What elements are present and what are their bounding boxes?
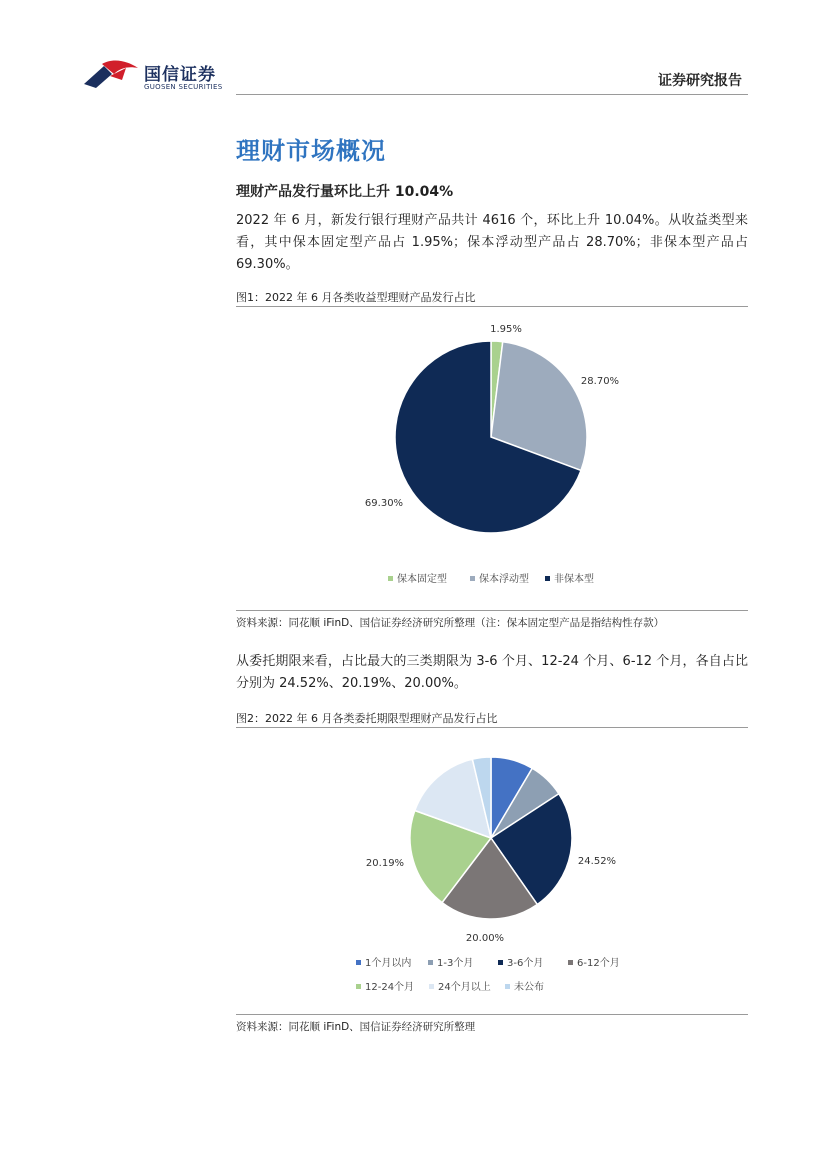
- pie2-legend-label-4: 6-12个月: [577, 958, 620, 969]
- pie2-data-label-3: 24.52%: [577, 856, 617, 867]
- figure-2-pie-chart: [236, 732, 748, 1010]
- pie2-legend-marker-7: [505, 984, 510, 989]
- figure-1-title: 图1：2022 年 6 月各类收益型理财产品发行占比: [236, 291, 476, 304]
- pie2-legend-marker-6: [429, 984, 434, 989]
- figure-2-title: 图2：2022 年 6 月各类委托期限型理财产品发行占比: [236, 712, 498, 725]
- pie1-data-label-1: 1.95%: [490, 324, 522, 335]
- pie1-data-label-3: 69.30%: [364, 498, 404, 509]
- pie1-legend-marker-1: [388, 576, 393, 581]
- header: [0, 0, 827, 100]
- paragraph-2: 从委托期限来看，占比最大的三类期限为 3-6 个月、12-24 个月、6-12 个月，各自占比分别为 24.52%、20.19%、20.00%。: [236, 654, 748, 691]
- pie1-legend-label-1: 保本固定型: [397, 574, 447, 585]
- section-title: 理财市场概况: [236, 137, 386, 165]
- logo-en-text: GUOSEN SECURITIES: [144, 83, 223, 91]
- pie2-legend-label-2: 1-3个月: [437, 958, 474, 969]
- pie2-legend-marker-1: [356, 960, 361, 965]
- report-type: 证券研究报告: [658, 73, 742, 89]
- guosen-logo-icon: [82, 58, 140, 92]
- section-subtitle: 理财产品发行量环比上升 10.04%: [236, 184, 454, 200]
- pie2-legend-label-1: 1个月以内: [365, 958, 412, 969]
- pie2-legend-label-6: 24个月以上: [438, 982, 491, 993]
- figure-2-bottom-rule: [236, 1014, 748, 1015]
- figure-1-source: 资料来源：同花顺 iFinD、国信证券经济研究所整理（注：保本固定型产品是指结构性存款）: [236, 617, 665, 629]
- figure-1-bottom-rule: [236, 610, 748, 611]
- pie2-legend-marker-3: [498, 960, 503, 965]
- header-divider: [236, 94, 748, 95]
- pie1-legend-marker-2: [470, 576, 475, 581]
- pie2-legend-label-5: 12-24个月: [365, 982, 415, 993]
- pie1-data-label-2: 28.70%: [580, 376, 620, 387]
- figure-2-source: 资料来源：同花顺 iFinD、国信证券经济研究所整理: [236, 1021, 476, 1033]
- pie2-legend-label-7: 未公布: [514, 982, 544, 993]
- pie1-legend-label-3: 非保本型: [554, 574, 594, 585]
- logo-cn-text: 国信证券: [144, 65, 216, 85]
- figure-1-pie-chart: [236, 310, 748, 606]
- pie1-legend-label-2: 保本浮动型: [479, 574, 529, 585]
- figure-1-top-rule: [236, 306, 748, 307]
- pie2-legend-marker-2: [428, 960, 433, 965]
- pie1-legend-marker-3: [545, 576, 550, 581]
- pie2-data-label-4: 20.00%: [465, 933, 505, 944]
- pie2-legend-label-3: 3-6个月: [507, 958, 544, 969]
- pie2-data-label-5: 20.19%: [365, 858, 405, 869]
- pie2-legend-marker-4: [568, 960, 573, 965]
- paragraph-1: 2022 年 6 月，新发行银行理财产品共计 4616 个，环比上升 10.04%。从收益类型来看，其中保本固定型产品占 1.95%；保本浮动型产品占 28.70%；非保本型产品占 69.30%。: [236, 213, 748, 272]
- pie2-legend-marker-5: [356, 984, 361, 989]
- figure-2-top-rule: [236, 727, 748, 728]
